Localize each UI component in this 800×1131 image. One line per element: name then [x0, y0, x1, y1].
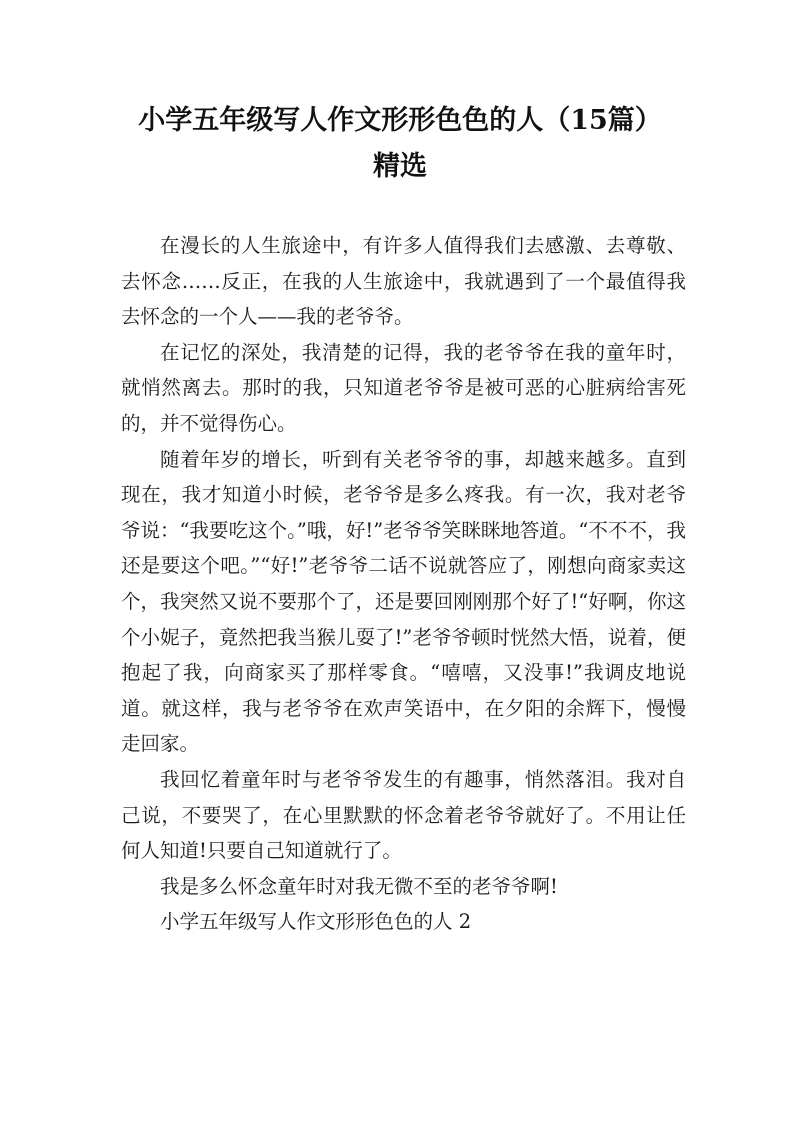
section-heading-2: 小学五年级写人作文形形色色的人 2	[160, 910, 472, 934]
paragraph-2: 在记忆的深处，我清楚的记得，我的老爷爷在我的童年时，就悄然离去。那时的我，只知道老爷爷是被可恶的心脏病给害死的，并不觉得伤心。	[121, 340, 686, 435]
paragraph-5: 我是多么怀念童年时对我无微不至的老爷爷啊!	[160, 874, 558, 898]
title-line-2: 精选	[373, 151, 427, 182]
document-body	[121, 228, 686, 940]
paragraph-1: 在漫长的人生旅途中，有许多人值得我们去感激、去尊敬、去怀念……反正，在我的人生旅途中，我就遇到了一个最值得我去怀念的一个人——我的老爷爷。	[121, 234, 686, 329]
document-title	[100, 98, 700, 190]
title-line-1: 小学五年级写人作文形形色色的人（15篇）	[138, 105, 662, 136]
paragraph-3: 随着年岁的增长，听到有关老爷爷的事，却越来越多。直到现在，我才知道小时候，老爷爷是多么疼我。有一次，我对老爷爷说：“我要吃这个。”哦，好!”老爷爷笑眯眯地答道。“不不不，我还是要这个吧。”“好!”老爷爷二话不说就答应了，刚想向商家卖这个，我突然又说不要那个了，还是要回刚刚那个好了!“好啊，你这个小妮子，竟然把我当猴儿耍了!”老爷爷顿时恍然大悟，说着，便抱起了我，向商家买了那样零食。“嘻嘻，又没事!”我调皮地说道。就这样，我与老爷爷在欢声笑语中，在夕阳的余辉下，慢慢走回家。	[121, 447, 686, 756]
paragraph-4: 我回忆着童年时与老爷爷发生的有趣事，悄然落泪。我对自己说，不要哭了，在心里默默的怀念着老爷爷就好了。不用让任何人知道!只要自己知道就行了。	[121, 767, 686, 863]
